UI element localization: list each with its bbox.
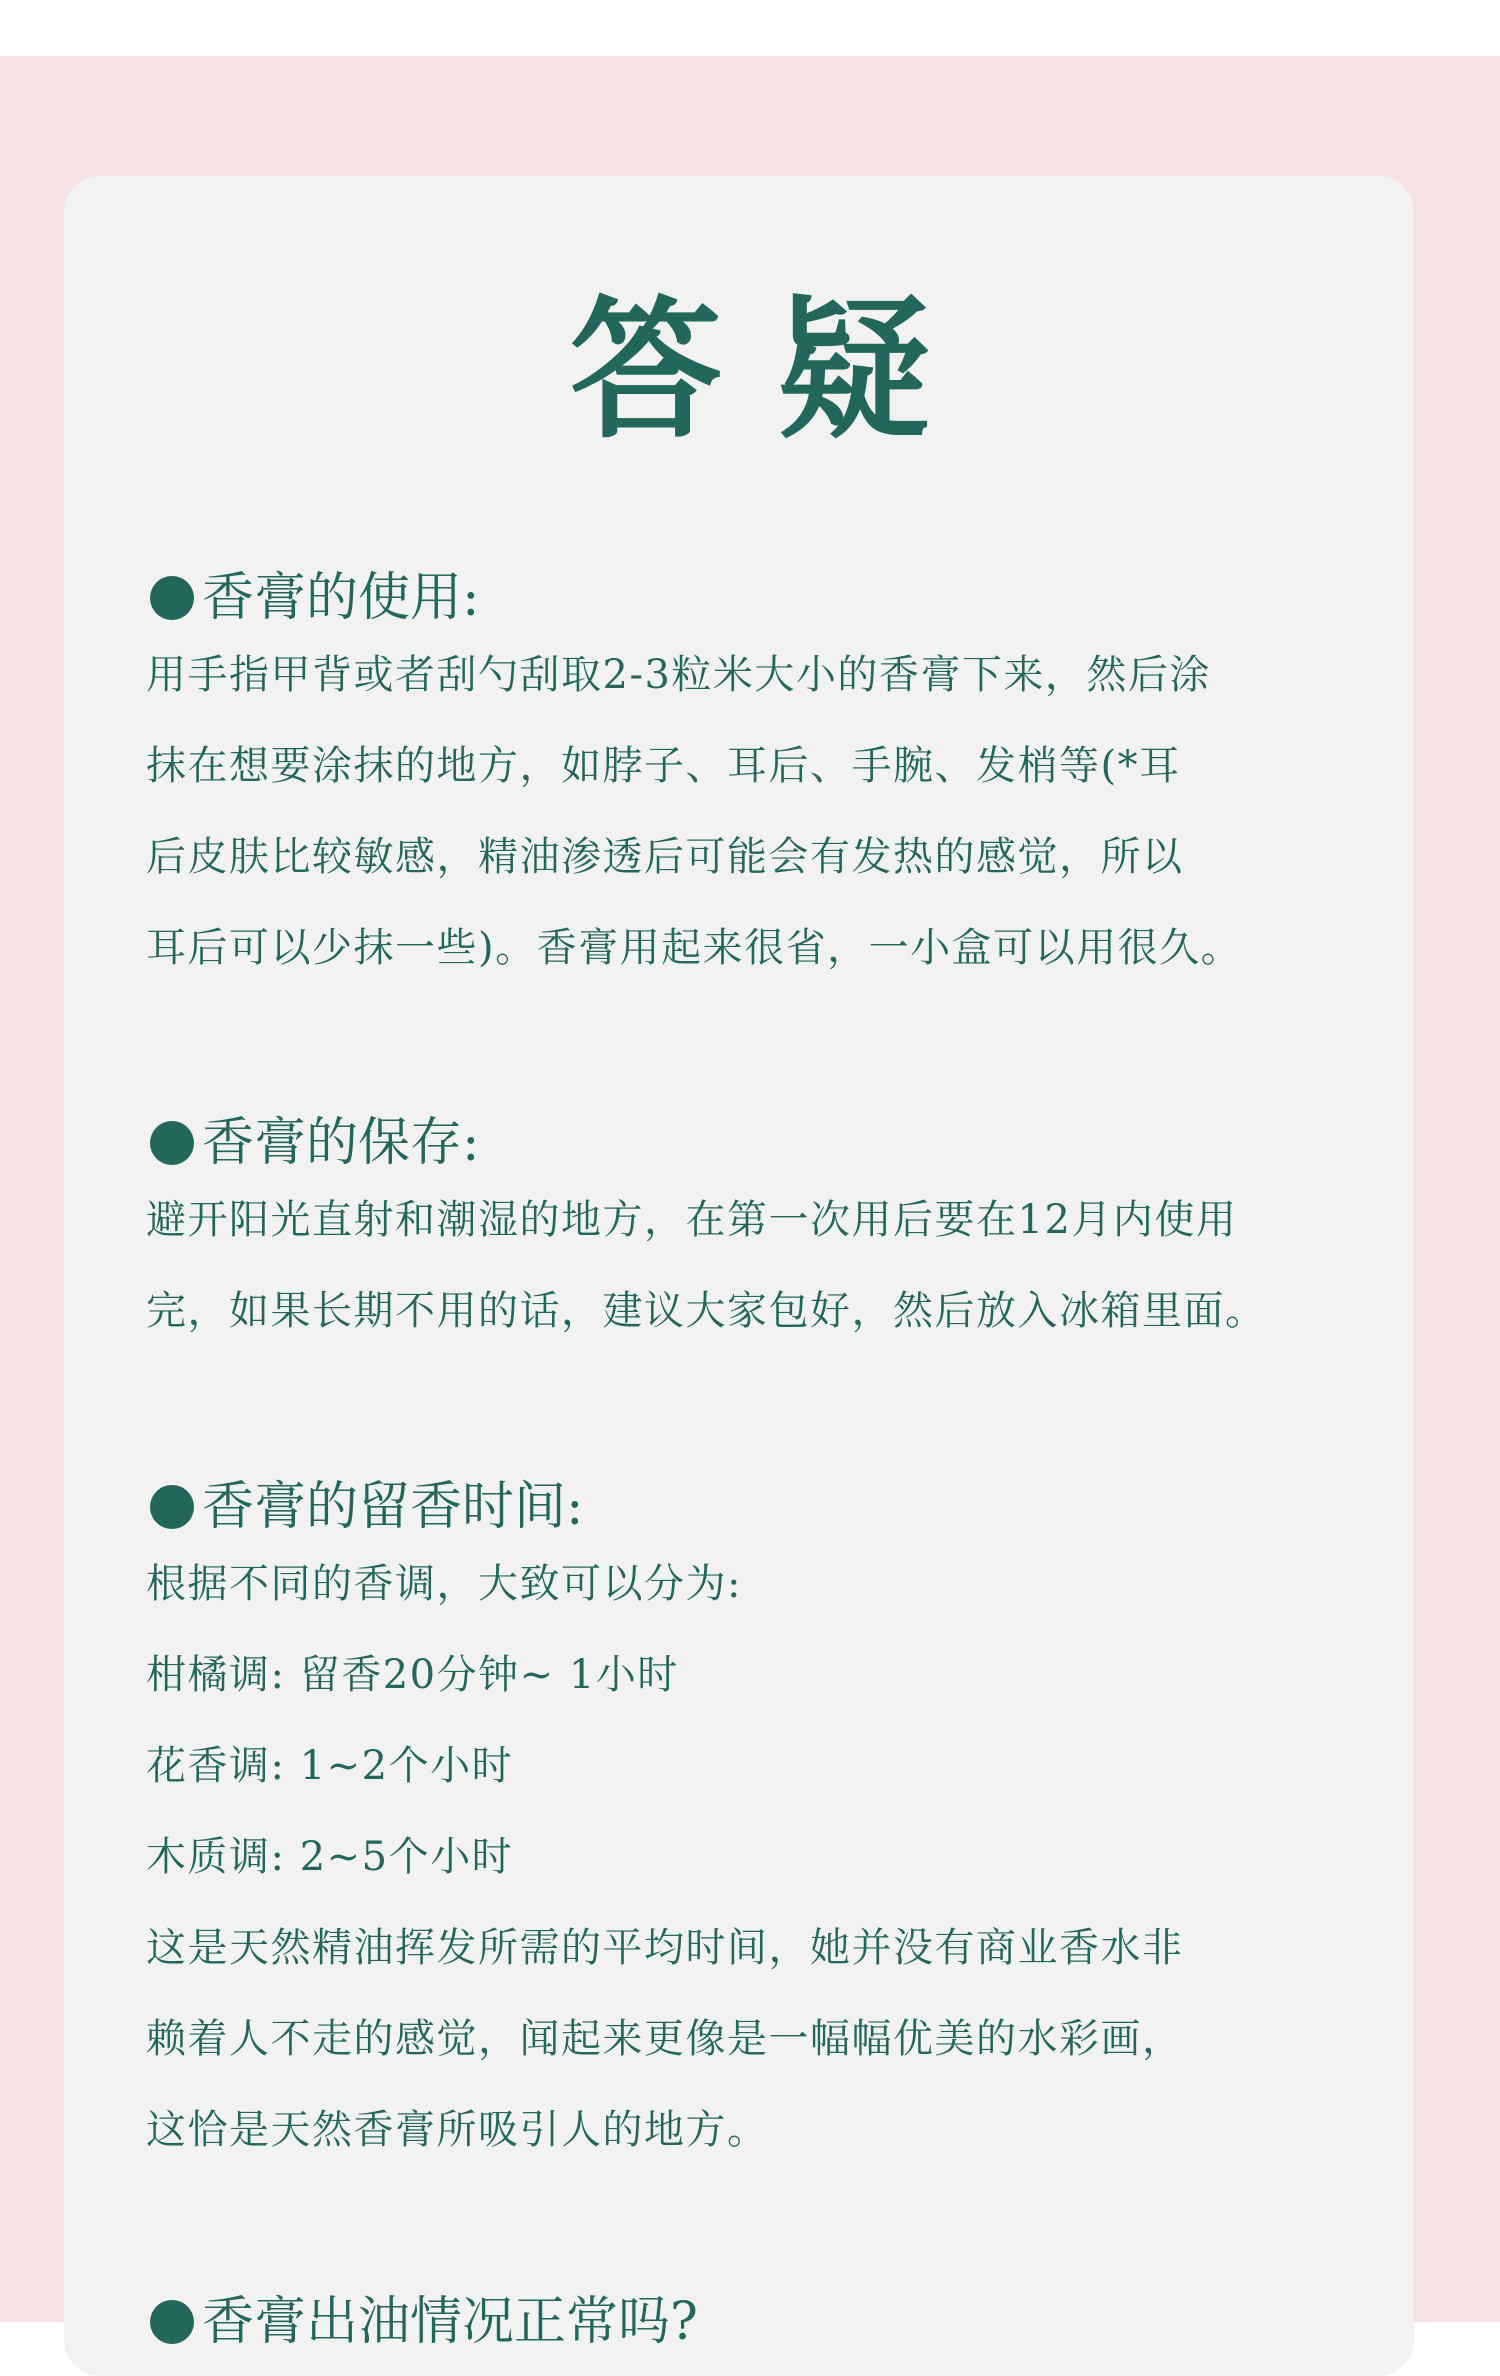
section-storage — [146, 1108, 1426, 1357]
bullet-dot-icon — [150, 1485, 194, 1529]
section-heading — [150, 1472, 1426, 1542]
page-title: 答疑 — [570, 280, 986, 459]
paragraph-line: 后皮肤比较敏感，精油渗透后可能会有发热的感觉，所以 — [146, 834, 1184, 880]
paragraph-line: 这是天然精油挥发所需的平均时间，她并没有商业香水非 — [146, 1925, 1184, 1971]
paragraph-line: 木质调: 2~5个小时 — [146, 1834, 514, 1880]
section-heading-text: 香膏的留香时间: — [202, 1477, 584, 1537]
section-heading-text: 香膏的保存: — [202, 1113, 480, 1173]
paragraph-line: 根据不同的香调，大致可以分为: — [146, 1561, 742, 1607]
section-scent-duration — [146, 1472, 1426, 2176]
bullet-dot-icon — [150, 2300, 194, 2344]
section-heading-text: 香膏的使用: — [202, 568, 480, 628]
section-body — [146, 630, 1426, 994]
section-heading-text: 香膏出油情况正常吗? — [202, 2292, 698, 2352]
paragraph-line: 赖着人不走的感觉，闻起来更像是一幅幅优美的水彩画， — [146, 2016, 1184, 2062]
section-oil-bleeding — [146, 2287, 1426, 2357]
bullet-dot-icon — [150, 1121, 194, 1165]
paragraph-line: 抹在想要涂抹的地方，如脖子、耳后、手腕、发梢等(*耳 — [146, 743, 1181, 789]
section-heading — [150, 2287, 1426, 2357]
paragraph-line: 避开阳光直射和潮湿的地方，在第一次用后要在12月内使用 — [146, 1197, 1238, 1243]
section-body — [146, 1175, 1426, 1357]
paragraph-line: 完，如果长期不用的话，建议大家包好，然后放入冰箱里面。 — [146, 1288, 1267, 1334]
bullet-dot-icon — [150, 576, 194, 620]
section-body — [146, 1539, 1426, 2176]
paragraph-line: 这恰是天然香膏所吸引人的地方。 — [146, 2107, 769, 2153]
section-heading — [150, 563, 1426, 633]
section-heading — [150, 1108, 1426, 1178]
section-usage — [146, 563, 1426, 994]
paragraph-line: 耳后可以少抹一些)。香膏用起来很省，一小盒可以用很久。 — [146, 925, 1243, 971]
paragraph-line: 花香调: 1~2个小时 — [146, 1743, 514, 1789]
paragraph-line: 柑橘调: 留香20分钟~ 1小时 — [146, 1652, 679, 1698]
paragraph-line: 用手指甲背或者刮勺刮取2-3粒米大小的香膏下来，然后涂 — [146, 652, 1211, 698]
